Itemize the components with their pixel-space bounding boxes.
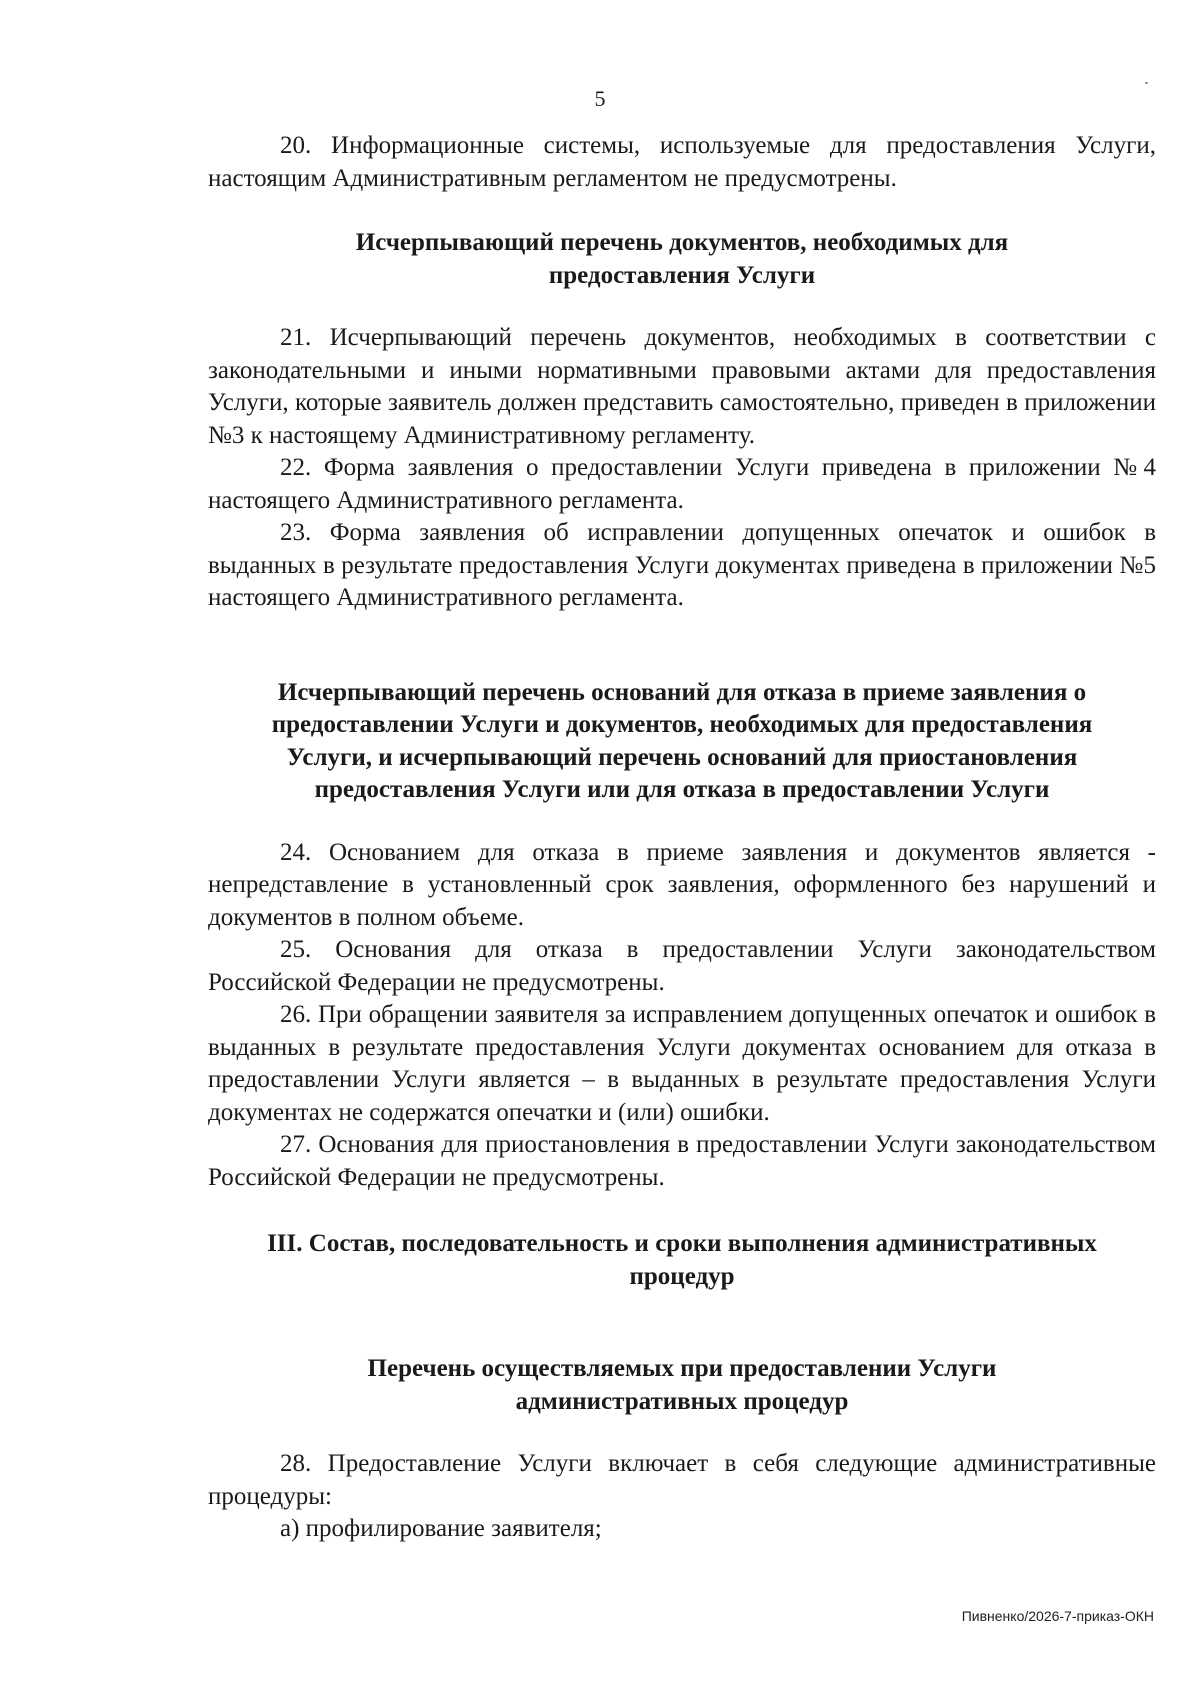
heading-section-iii xyxy=(208,1228,1156,1293)
paragraph-27: 27. Основания для приостановления в предоставлении Услуги законодательством Российской Федерации не предусмотрены. xyxy=(208,1131,1156,1191)
document-body xyxy=(208,130,1156,1546)
heading-refusal-grounds xyxy=(208,677,1156,807)
heading-line: предоставления Услуги xyxy=(548,261,816,289)
paragraph-26: 26. При обращении заявителя за исправлением допущенных опечаток и ошибок в выданных в результате предоставления Услуги документах основанием для отказа в предоставлении Услуги является – в выданных в результате предоставления Услуги документах не содержатся опечатки и (или) ошибки. xyxy=(208,1001,1156,1126)
heading-line: административных процедур xyxy=(515,1387,849,1415)
scan-speck xyxy=(1145,82,1148,84)
heading-line: Исчерпывающий перечень оснований для отказа в приеме заявления о xyxy=(277,678,1087,706)
heading-line: процедур xyxy=(629,1262,735,1290)
paragraph-28: 28. Предоставление Услуги включает в себя следующие административные процедуры: xyxy=(208,1450,1156,1510)
heading-line: III. Состав, последовательность и сроки выполнения административных xyxy=(267,1230,1097,1257)
heading-line: Перечень осуществляемых при предоставлении Услуги xyxy=(367,1355,997,1382)
paragraph-25: 25. Основания для отказа в предоставлении Услуги законодательством Российской Федерации не предусмотрены. xyxy=(208,936,1156,996)
heading-line: Исчерпывающий перечень документов, необходимых для xyxy=(355,229,1009,256)
heading-documents-list xyxy=(208,227,1156,292)
heading-line: Услуги, и исчерпывающий перечень оснований для приостановления xyxy=(286,743,1078,771)
paragraph-23: 23. Форма заявления об исправлении допущенных опечаток и ошибок в выданных в результате предоставления Услуги документах приведена в приложении №5 настоящего Административного регламента. xyxy=(208,519,1156,611)
paragraph-24: 24. Основанием для отказа в приеме заявления и документов является - непредставление в установленный срок заявления, оформленного без нарушений и документов в полном объеме. xyxy=(208,838,1156,931)
paragraph-22: 22. Форма заявления о предоставлении Услуги приведена в приложении №4 настоящего Административного регламента. xyxy=(208,454,1156,514)
heading-procedures-list xyxy=(208,1353,1156,1418)
list-item-a: а) профилирование заявителя; xyxy=(280,1515,602,1542)
paragraph-21: 21. Исчерпывающий перечень документов, необходимых в соответствии с законодательными и иными нормативными правовыми актами для предоставления Услуги, которые заявитель должен представить самостоятельно, приведен в приложении №3 к настоящему Административному регламенту. xyxy=(208,324,1156,449)
heading-line: предоставления Услуги или для отказа в предоставлении Услуги xyxy=(314,776,1050,803)
document-registration-code: Пивненко/2026-7-приказ-ОКН xyxy=(961,1608,1154,1624)
paragraph-20: 20. Информационные системы, используемые для предоставления Услуги, настоящим Административным регламентом не предусмотрены. xyxy=(208,132,1156,192)
heading-line: предоставлении Услуги и документов, необходимых для предоставления xyxy=(271,711,1093,738)
page-number: 5 xyxy=(594,86,606,111)
